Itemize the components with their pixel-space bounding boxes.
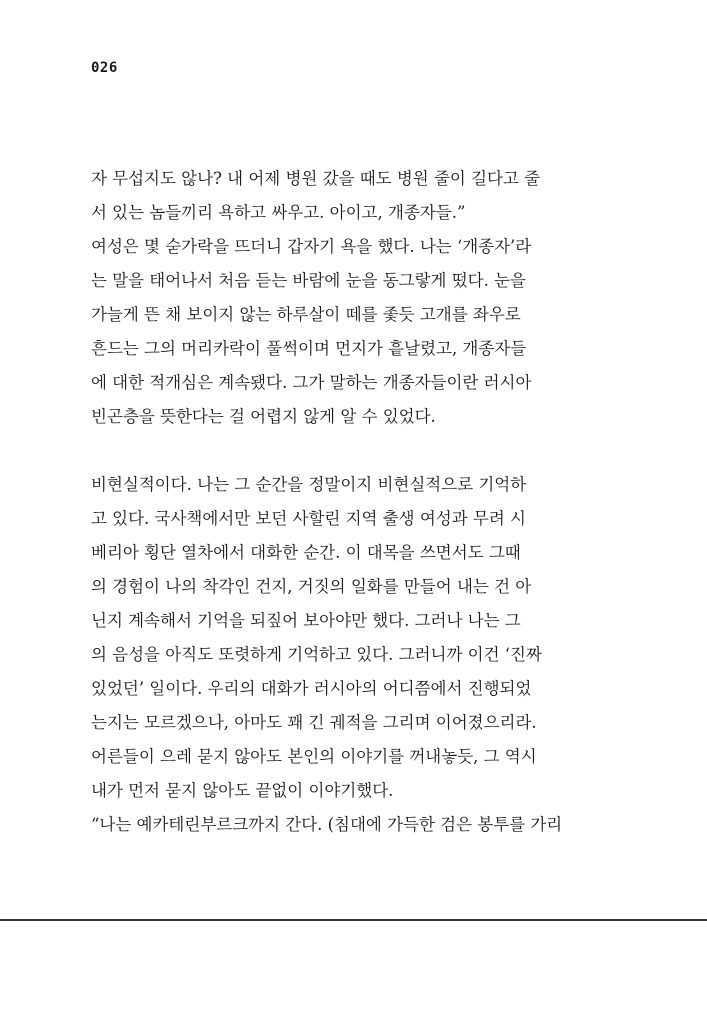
text-line: 의 음성을 아직도 또렷하게 기억하고 있다. 그러니까 이건 ‘진짜	[91, 645, 542, 664]
text-line: 에 대한 적개심은 계속됐다. 그가 말하는 개종자들이란 러시아	[91, 373, 532, 392]
page-bottom-margin	[0, 921, 707, 1024]
text-line: 닌지 계속해서 기억을 되짚어 보아야만 했다. 그러나 나는 그	[91, 611, 521, 630]
text-line: 는 말을 태어나서 처음 듣는 바람에 눈을 동그랗게 떴다. 눈을	[91, 271, 526, 290]
body-text	[91, 162, 561, 842]
text-line: 는지는 모르겠으나, 아마도 꽤 긴 궤적을 그리며 이어졌으리라.	[91, 713, 537, 732]
paragraph-1	[91, 162, 561, 434]
text-line: 고 있다. 국사책에서만 보던 사할린 지역 출생 여성과 무려 시	[91, 509, 526, 528]
text-line: 의 경험이 나의 착각인 건지, 거짓의 일화를 만들어 내는 건 아	[91, 577, 532, 596]
paragraph-spacer	[91, 434, 561, 468]
page-number: 026	[91, 60, 118, 76]
text-line: 어른들이 으레 묻지 않아도 본인의 이야기를 꺼내놓듯, 그 역시	[91, 747, 537, 766]
text-line: 가늘게 뜬 채 보이지 않는 하루살이 떼를 좇듯 고개를 좌우로	[91, 305, 521, 324]
text-line: 자 무섭지도 않나? 내 어제 병원 갔을 때도 병원 줄이 길다고 줄	[91, 169, 541, 188]
text-line: 있었던’ 일이다. 우리의 대화가 러시아의 어디쯤에서 진행되었	[91, 679, 532, 698]
text-line: “나는 예카테린부르크까지 간다. (침대에 가득한 검은 봉투를 가리	[91, 815, 563, 834]
text-line: 비현실적이다. 나는 그 순간을 정말이지 비현실적으로 기억하	[91, 475, 527, 494]
text-line: 서 있는 놈들끼리 욕하고 싸우고. 아이고, 개종자들.”	[91, 203, 466, 222]
text-line: 빈곤층을 뜻한다는 걸 어렵지 않게 알 수 있었다.	[91, 407, 436, 426]
text-line: 내가 먼저 묻지 않아도 끝없이 이야기했다.	[91, 781, 394, 800]
text-line: 여성은 몇 숟가락을 뜨더니 갑자기 욕을 했다. 나는 ‘개종자’라	[91, 237, 532, 256]
text-line: 흔드는 그의 머리카락이 풀썩이며 먼지가 흩날렸고, 개종자들	[91, 339, 527, 358]
paragraph-2	[91, 468, 561, 842]
text-line: 베리아 횡단 열차에서 대화한 순간. 이 대목을 쓰면서도 그때	[91, 543, 521, 562]
